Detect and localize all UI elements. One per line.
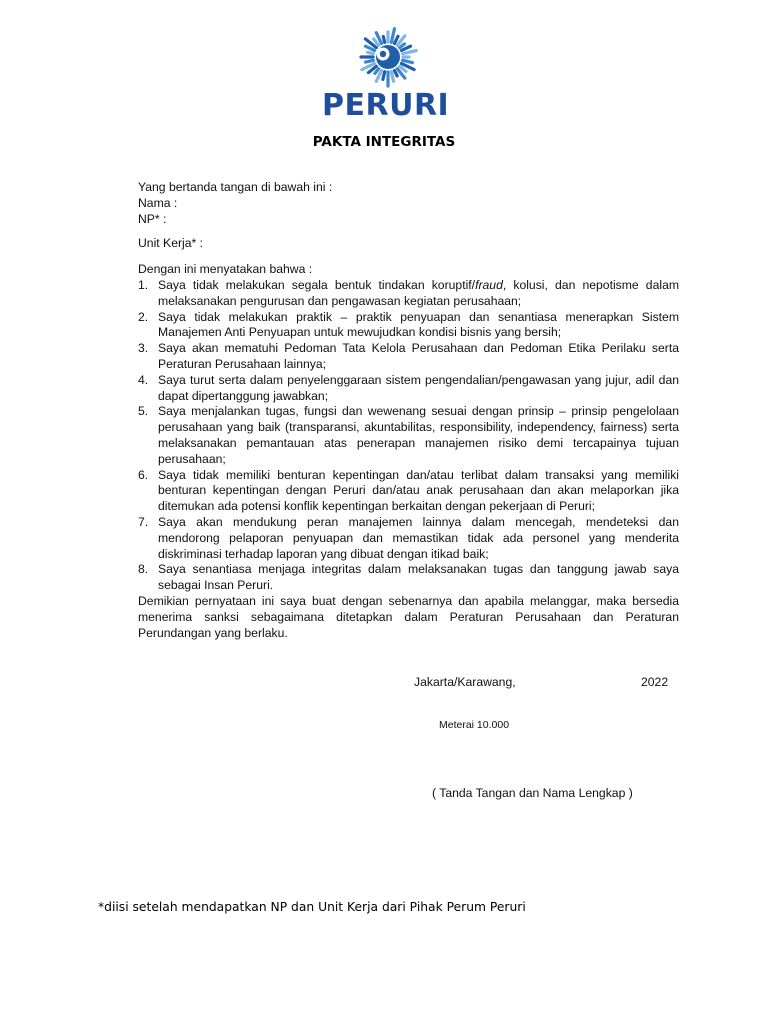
list-item: 3. Saya akan mematuhi Pedoman Tata Kelola Perusahaan dan Pedoman Etika Perilaku serta Peraturan Perusahaan lainnya;	[138, 341, 679, 371]
list-item: 2. Saya tidak melakukan praktik – praktik penyuapan dan senantiasa menerapkan Sistem Manajemen Anti Penyuapan untuk mewujudkan kondisi bisnis yang bersih;	[138, 309, 679, 340]
list-item: 5. Saya menjalankan tugas, fungsi dan wewenang sesuai dengan prinsip – prinsip pengelolaan perusahaan yang baik (transparansi, akuntabilitas, responsibility, independency, fairness) serta melaksanakan pemantauan atas penerapan manajemen risiko demi tercapainya tujuan perusahaan;	[138, 404, 679, 466]
closing-paragraph: Demikian pernyataan ini saya buat dengan sebenarnya dan apabila melanggar, maka bersedia menerima sanksi sebagaimana ditetapkan dalam Peraturan Perusahaan dan Peraturan Perundangan yang berlaku.	[138, 593, 679, 640]
footnote: *diisi setelah mendapatkan NP dan Unit Kerja dari Pihak Perum Peruri	[98, 900, 526, 914]
signature-name-line: ( Tanda Tangan dan Nama Lengkap )	[432, 786, 633, 800]
list-item: 6. Saya tidak memiliki benturan kepentingan dan/atau terlibat dalam transaksi yang memiliki benturan kepentingan dengan Peruri dan/atau anak perusahaan dan akan melaporkan jika ditemukan ada potensi konflik kepentingan berkaitan dengan pekerjaan di Peruri;	[138, 467, 679, 514]
list-item: 7. Saya akan mendukung peran manajemen lainnya dalam mencegah, mendeteksi dan mendorong pelaporan penyuapan dan memastikan tidak ada personel yang menderita diskriminasi terhadap laporan yang dibuat dengan itikad baik;	[138, 514, 679, 561]
list-item: 8. Saya senantiasa menjaga integritas dalam melaksanakan tugas dan tanggung jawab saya sebagai Insan Peruri.	[138, 562, 679, 593]
unit-field-label: Unit Kerja* :	[138, 236, 204, 251]
integrity-list	[138, 278, 679, 594]
list-item: 1. Saya tidak melakukan segala bentuk tindakan koruptif/fraud, kolusi, dan nepotisme dalam melaksanakan pengurusan dan pengawasan kegiatan perusahaan;	[138, 277, 679, 308]
document-body	[138, 180, 679, 641]
document-title: PAKTA INTEGRITAS	[312, 134, 456, 150]
signatory-line: Yang bertanda tangan di bawah ini :	[138, 180, 333, 194]
stamp-duty-label: Meterai 10.000	[439, 719, 510, 731]
statement-line: Dengan ini menyatakan bahwa :	[138, 262, 313, 277]
name-field-label: Nama :	[138, 195, 178, 210]
list-item: 4. Saya turut serta dalam penyelenggaraan sistem pengendalian/pengawasan yang jujur, adil dan dapat dipertanggung jawabkan;	[138, 372, 679, 403]
brand-wordmark: PERURI	[322, 88, 450, 123]
peruri-gear-icon	[352, 24, 424, 90]
signature-year: 2022	[641, 675, 669, 689]
np-field-label: NP* :	[138, 211, 167, 226]
signature-place: Jakarta/Karawang,	[414, 675, 516, 689]
